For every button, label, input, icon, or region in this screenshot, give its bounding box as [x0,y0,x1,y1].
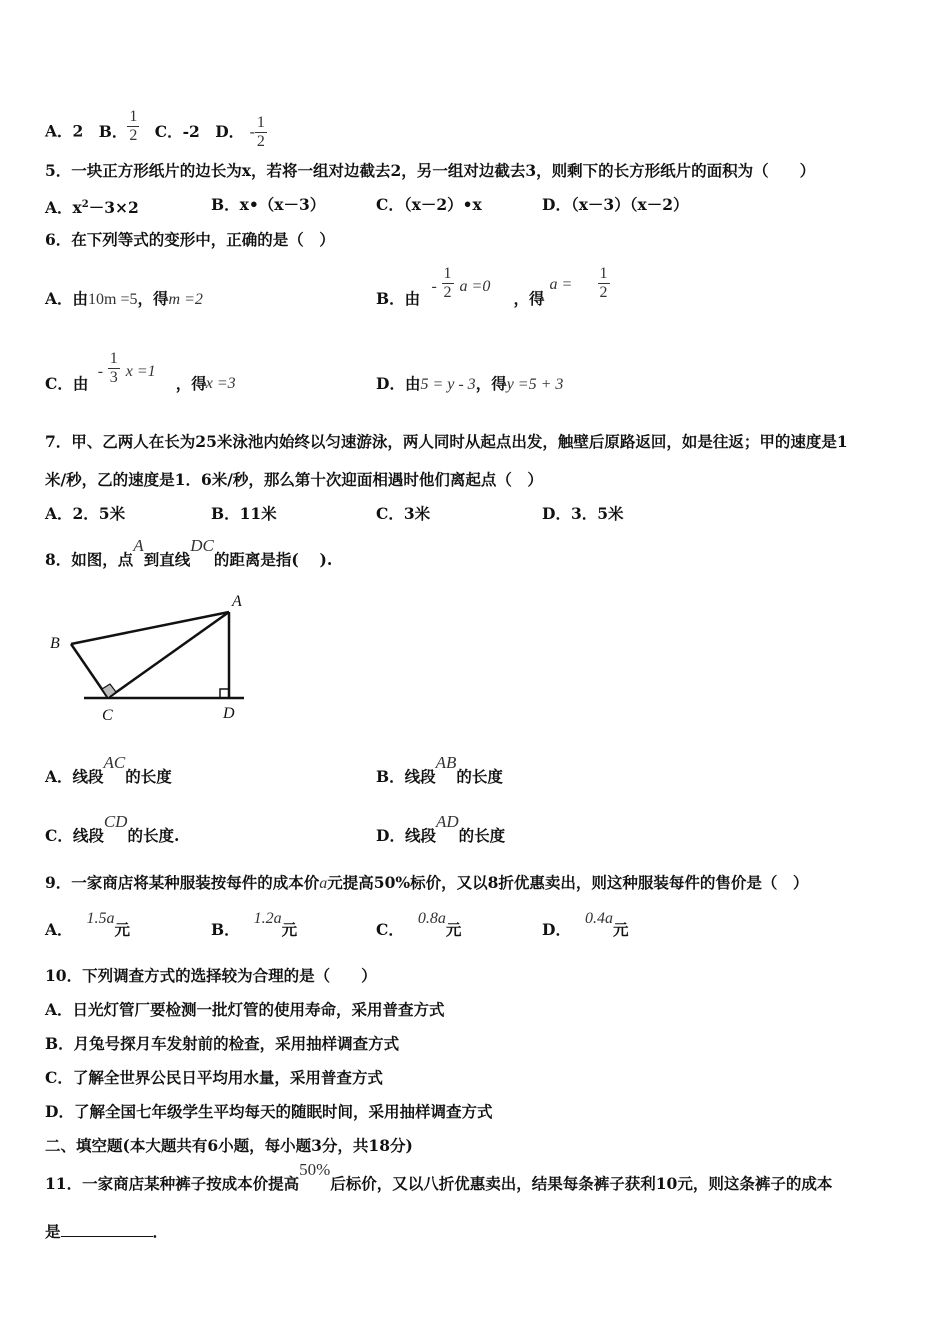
q4-option-b-fraction: $\frac{1}{2}$ [129,108,138,144]
q4-option-b-label: B． [98,121,128,141]
q6-b-result-fraction: $\frac{1}{2}$ [599,264,608,301]
q7-option-d: D．3．5米 [542,504,624,523]
q10-option-b: B．月兔号探月车发射前的检查，采用抽样调查方式 [45,1034,400,1053]
q11-answer-line: 是 ． [45,1222,169,1241]
q8-option-d: D．线段AD的长度 [376,812,506,845]
label-b: B [50,635,60,652]
label-d: D [223,705,235,722]
q11-stem: 11．一家商店某种裤子按成本价提高50%后标价，又以八折优惠卖出，结果每条裤子获利10元，则这条裤子的成本 [45,1160,833,1193]
q7-option-a: A．2．5米 [45,504,126,523]
q6-option-d: D．由5 = y - 3，得y =5 + 3 [376,374,564,393]
q10-option-a: A．日光灯管厂要检测一批灯管的使用寿命，采用普查方式 [45,1000,445,1019]
q6-stem: 6．在下列等式的变形中，正确的是（ ） [45,230,335,249]
q6-b-fraction: $\frac{1}{2}$ [443,265,452,301]
right-angle-d [220,689,229,698]
q5-stem: 5．一块正方形纸片的边长为x，若将一组对边截去2，另一组对边截去3，则剩下的长方形纸片的面积为（ ） [45,161,816,180]
q4-options [45,108,267,151]
q7-option-b: B．11米 [211,504,277,523]
q7-line1: 7．甲、乙两人在长为25米泳池内始终以匀速游泳，两人同时从起点出发，触壁后原路返回，如是往返；甲的速度是1 [45,432,848,451]
q11-answer-blank[interactable] [61,1222,153,1237]
section-2-header: 二、填空题(本大题共有6小题，每小题3分，共18分) [45,1136,413,1155]
q5-option-b: B．x•（x－3） [211,195,326,214]
q9-option-b: B．1.2a元 [211,910,298,939]
q8-stem: 8．如图，点A到直线DC的距离是指( ). [45,536,333,569]
q9-stem: 9．一家商店将某种服装按每件的成本价a元提高50%标价，又以8折优惠卖出，则这种服装每件的售价是（ ） [45,873,809,892]
q6-c-fraction: $\frac{1}{3}$ [109,350,118,386]
q10-option-d: D．了解全国七年级学生平均每天的随眠时间，采用抽样调查方式 [45,1102,493,1121]
q4-option-c: C．-2 [154,121,200,141]
q7-line2: 米/秒，乙的速度是1．6米/秒，那么第十次迎面相遇时他们离起点（ ） [45,470,543,489]
q9-option-c: C．0.8a元 [376,910,462,939]
q6-option-a: A．由10m =5，得m =2 [45,289,203,308]
q8-option-b: B．线段AB的长度 [376,753,503,786]
q6-option-b: B．由 - $\frac{1}{2}$ a =0 ，得 a = $\frac{1}{2}$ [376,264,608,308]
q5-option-a: A．$x^2-3\times 2$ [45,198,139,218]
q9-option-a: A．1.5a元 [45,910,131,939]
q4-option-d-neg: - [249,123,255,141]
q4-option-a: A．2 [45,121,84,141]
q9-option-d: D．0.4a元 [542,910,629,939]
q5-option-d: D．（x－3）（x－2） [542,195,689,214]
q8-option-c: C．线段CD的长度. [45,812,180,845]
q8-option-a: A．线段AC的长度 [45,753,172,786]
q10-stem: 10．下列调查方式的选择较为合理的是（ ） [45,966,377,985]
q6-option-c: C．由 - $\frac{1}{3}$ x =1 ，得 x =3 [45,350,236,393]
q8-figure [40,588,260,728]
label-c: C [102,707,113,724]
q5-option-c: C．（x－2）•x [376,195,482,214]
q4-option-d-fraction: $\frac{1}{2}$ [256,114,265,150]
q10-option-c: C．了解全世界公民日平均用水量，采用普查方式 [45,1068,383,1087]
label-a: A [232,593,242,610]
q4-option-d-label: D． [215,121,245,141]
q7-option-c: C．3米 [376,504,431,523]
right-angle-c [102,684,116,698]
